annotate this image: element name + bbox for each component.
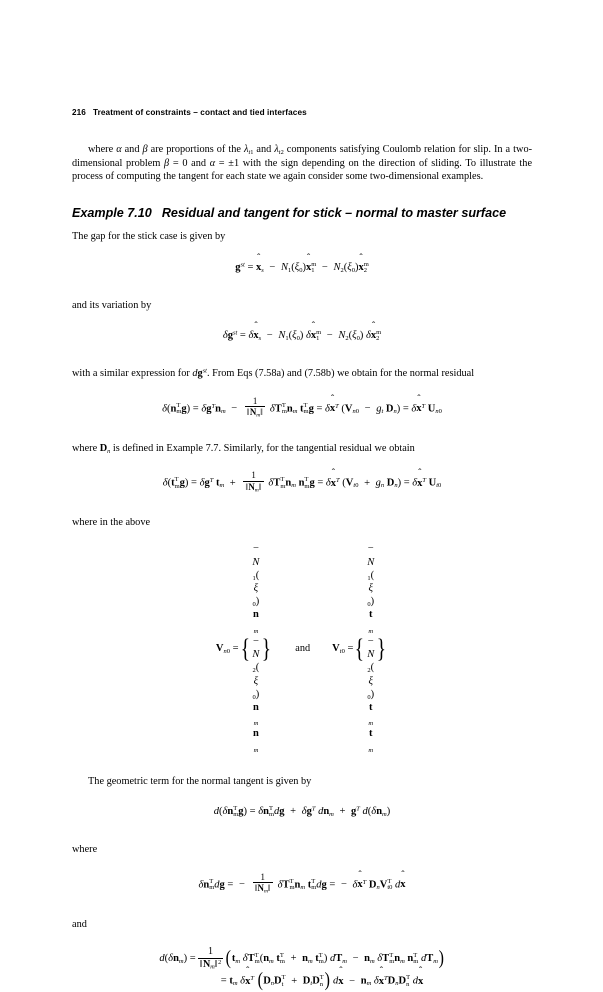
equation-delta-nm-dg: δn T m dg = − $\frac{1}{‖N_m‖}$ δT T m $n_m$ t T m dg = − δ ˆ $x^T$ $D_nV$ T t0 d ˆ x xyxy=(198,870,406,895)
paragraph-where: where xyxy=(72,844,98,856)
equation-normal-residual: δ(n T m $g) = \delta g^Tn_m$ − $\frac{1}{‖N_m‖}$ δT T m $n_m$ t T m g = δ ˆ $x^T$ ($V_{n0} - g_t$ $D_n) = \delta$ ˆ $x^T$ $U_{n0}$ xyxy=(162,394,442,419)
example-heading xyxy=(72,205,532,222)
paragraph-where-above: where in the above xyxy=(72,516,151,528)
paragraph-and-variation: and its variation by xyxy=(72,299,152,311)
equation-d-delta-nm xyxy=(72,946,532,992)
example-title: Residual and tangent for stick – normal to master surface xyxy=(161,205,507,220)
equation-delta-g-st: $\delta g^{st} = \delta$ ˆ $x_s - N_1(\xi_0)$ δ ˆ x m 1 − $N_2(\xi_0)$ δ ˆ x m 2 xyxy=(222,321,382,343)
page-content xyxy=(72,108,532,992)
paragraph-gap-stick: The gap for the stick case is given by xyxy=(72,231,226,243)
equation-d-delta-nm-line1: $d(\delta n_m)$ = $\frac{1}{‖N_m‖^2}$ ( $t_m$ δT T m ($n_m$ t T m + $n_m$ t T m ) $dT_m - n_m$ δT T m $n_m$ n T m $dT_m$ ) xyxy=(159,946,444,971)
equation-tangential-residual: δ(t T m $g) = \delta g^T$ $t_m$ + $\frac{1}{‖N_m‖}$ δT T m $n_m$ n T m g = δ ˆ $x^T$ ($V_{t0} + g_n$ $D_n) = \delta$ ˆ $x^T$ $U_{t0}$ xyxy=(162,468,442,494)
equation-V-definitions: $V_{n0}$ = { − N $_1$( ξ $_0$) n $_m$ − N $_2$( ξ $_0$) n $_m$ n $_m$ } and $V_{t0}$ = { − N $_1$( ξ $_0$) t $_m$ − N $_2$( ξ $_0$) t $_m$ t $_m$ } xyxy=(215,543,387,754)
paragraph-geometric-term: The geometric term for the normal tangent is given by xyxy=(88,775,312,787)
page-number: 216 xyxy=(72,108,86,117)
running-head-title: Treatment of constraints – contact and tied interfaces xyxy=(92,108,307,117)
paragraph-intro: where α and β are proportions of the $\lambda_{t1}$ and $\lambda_{t2}$ components satisfying Coulomb relation for slip. In a two-dimensional problem β = 0 and α = ±1 with the sign depending on the direction of sliding. To illustrate the process of computing the tangent for each state we again consider some two-dimensional examples. xyxy=(72,144,533,183)
paragraph-and: and xyxy=(72,918,87,930)
equation-geometric-normal-tangent: d(δn T m g) = δn T m dg + $\delta g^T$ $dn_m + g^T$ $d(\delta n_m)$ xyxy=(213,805,391,819)
equation-g-st: $g^{st}$ = ˆ $x_s - N_1(\xi_0)$ ˆ x m 1 − $N_2(\xi_0)$ ˆ x m 2 xyxy=(235,252,369,274)
paragraph-similar-expression: with a similar expression for $dg^{st}$. From Eqs (7.58a) and (7.58b) we obtain for the normal residual xyxy=(72,368,475,380)
equation-d-delta-nm-line2: = $t_m$ δ ˆ $x^T$ ($D_nD$ T t + $D_tD$ T n ) d ˆ $x - n_m$ δ ˆ $x^TD_nD$ T n d ˆ x xyxy=(220,966,424,992)
example-label: Example 7.10 xyxy=(72,205,152,220)
running-head xyxy=(72,108,532,117)
and-connector: and xyxy=(295,642,311,654)
paragraph-where-dn: where $D_n$ is defined in Example 7.7. Similarly, for the tangential residual we obtain xyxy=(72,442,415,455)
